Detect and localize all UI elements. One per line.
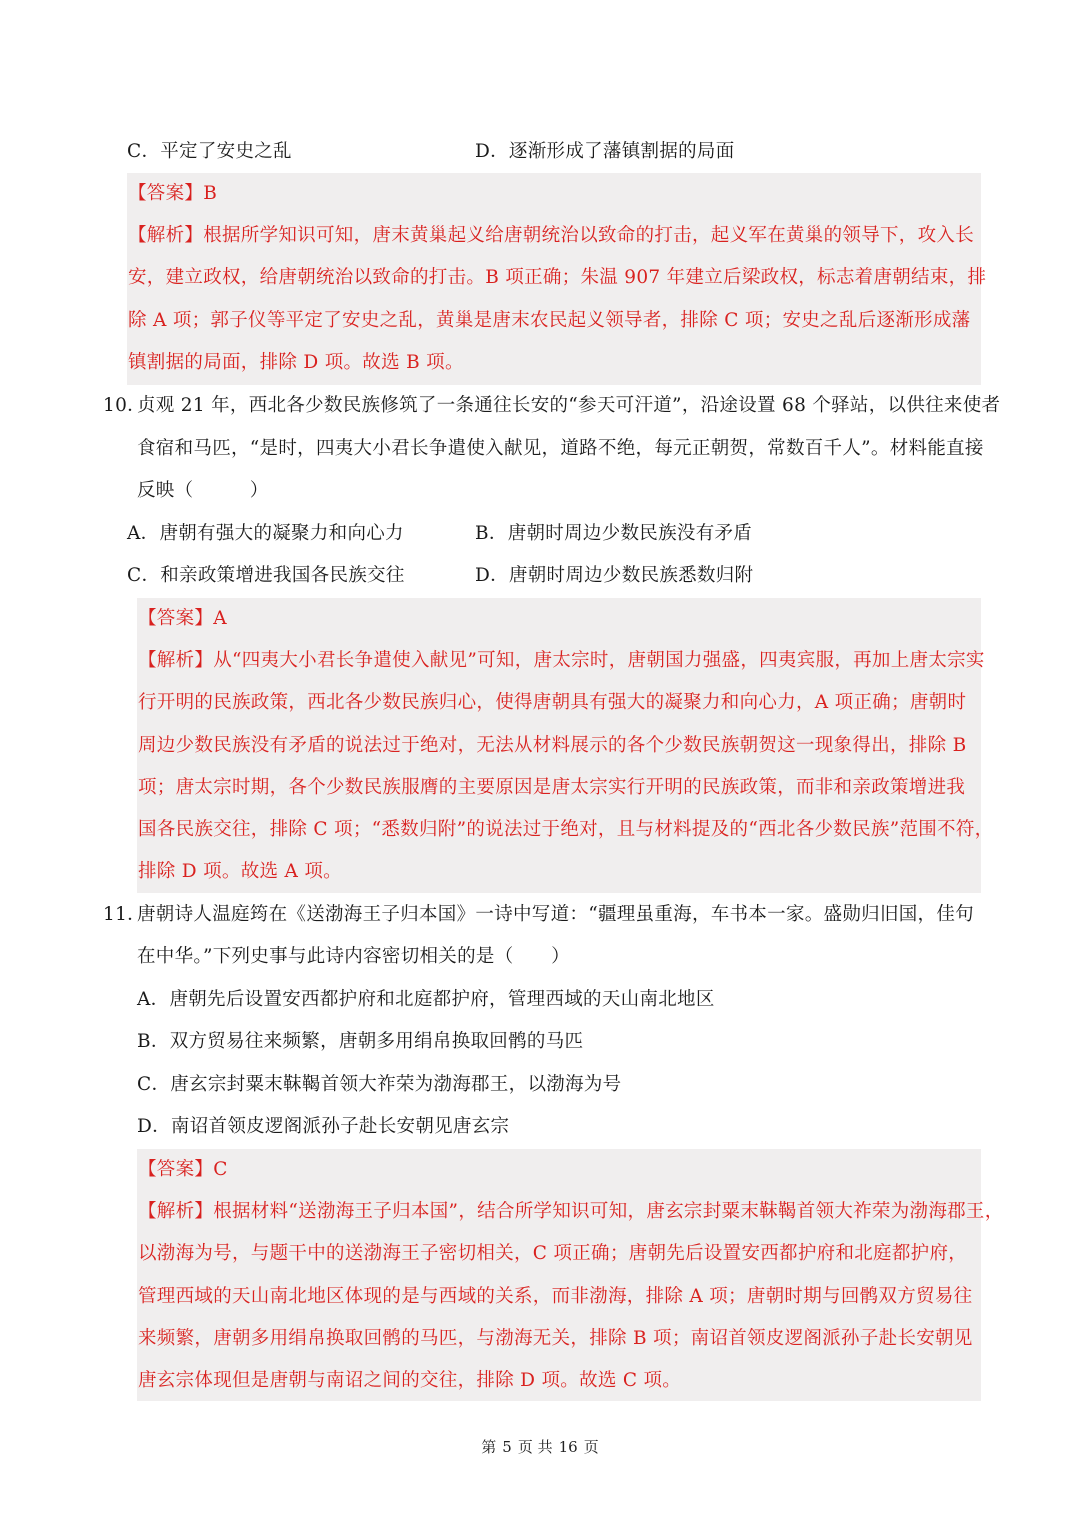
q9-analysis-line: 镇割据的局面，排除 D 项。故选 B 项。 bbox=[128, 352, 464, 373]
q10-option-a: A．唐朝有强大的凝聚力和向心力 bbox=[127, 523, 404, 544]
q11-option-d: D．南诏首领皮逻阁派孙子赴长安朝见唐玄宗 bbox=[137, 1116, 510, 1137]
footer-total-pages: 16 bbox=[558, 1438, 578, 1456]
footer-middle: 页 共 bbox=[517, 1438, 553, 1456]
q11-option-b: B．双方贸易往来频繁，唐朝多用绢帛换取回鹘的马匹 bbox=[137, 1031, 584, 1052]
q10-option-d: D．唐朝时周边少数民族悉数归附 bbox=[475, 565, 754, 586]
q9-analysis-line: 除 A 项；郭子仪等平定了安史之乱，黄巢是唐末农民起义领导者，排除 C 项；安史之乱后逐渐形成藩 bbox=[128, 310, 971, 331]
q10-analysis-line: 项；唐太宗时期，各个少数民族服膺的主要原因是唐太宗实行开明的民族政策，而非和亲政策增进我 bbox=[138, 777, 966, 798]
q9-option-d: D．逐渐形成了藩镇割据的局面 bbox=[475, 141, 735, 162]
q11-number: 11． bbox=[103, 904, 146, 925]
analysis-tag: 【解析】 bbox=[138, 1201, 214, 1222]
q11-analysis-line: 来频繁，唐朝多用绢帛换取回鹘的马匹，与渤海无关，排除 B 项；南诏首领皮逻阁派孙子赴长安朝见 bbox=[138, 1328, 973, 1349]
q11-option-c: C．唐玄宗封粟末靺鞨首领大祚荣为渤海郡王，以渤海为号 bbox=[137, 1074, 622, 1095]
q9-option-c: C．平定了安史之乱 bbox=[127, 141, 292, 162]
answer-value: A bbox=[213, 608, 227, 629]
q11-analysis-line: 以渤海为号，与题干中的送渤海王子密切相关，C 项正确；唐朝先后设置安西都护府和北庭都护府， bbox=[138, 1243, 968, 1264]
q10-option-b: B．唐朝时周边少数民族没有矛盾 bbox=[475, 523, 753, 544]
q10-analysis-line: 周边少数民族没有矛盾的说法过于绝对，无法从材料展示的各个少数民族朝贺这一现象得出，排除 B bbox=[138, 735, 967, 756]
answer-value: B bbox=[203, 183, 218, 204]
q11-answer bbox=[138, 1149, 228, 1191]
q11-option-a: A．唐朝先后设置安西都护府和北庭都护府，管理西域的天山南北地区 bbox=[137, 989, 715, 1010]
page-footer bbox=[0, 1436, 1080, 1457]
q11-analysis-line: 管理西域的天山南北地区体现的是与西域的关系，而非渤海，排除 A 项；唐朝时期与回鹘双方贸易往 bbox=[138, 1286, 973, 1307]
q10-stem-line: 反映（ ） bbox=[137, 480, 269, 501]
q10-stem-line: 贞观 21 年，西北各少数民族修筑了一条通往长安的“参天可汗道”，沿途设置 68 个驿站，以供往来使者 bbox=[137, 395, 1001, 416]
q10-analysis-line: 行开明的民族政策，西北各少数民族归心，使得唐朝具有强大的凝聚力和向心力，A 项正确；唐朝时 bbox=[138, 692, 967, 713]
q11-analysis-line: 唐玄宗体现但是唐朝与南诏之间的交往，排除 D 项。故选 C 项。 bbox=[138, 1370, 682, 1391]
q11-stem-line: 在中华。”下列史事与此诗内容密切相关的是（ ） bbox=[137, 946, 570, 967]
answer-tag: 【答案】 bbox=[128, 183, 204, 204]
q11-stem-line: 唐朝诗人温庭筠在《送渤海王子归本国》一诗中写道：“疆理虽重海，车书本一家。盛勋归旧国，佳句 bbox=[137, 904, 974, 925]
answer-tag: 【答案】 bbox=[138, 1159, 214, 1180]
q9-analysis-line: 【解析】根据所学知识可知，唐末黄巢起义给唐朝统治以致命的打击，起义军在黄巢的领导下，攻入长 bbox=[128, 225, 975, 246]
q10-stem-line: 食宿和马匹，“是时，四夷大小君长争遣使入献见，道路不绝，每元正朝贺，常数百千人”。材料能直接 bbox=[137, 438, 984, 459]
q10-analysis-line: 【解析】从“四夷大小君长争遣使入献见”可知，唐太宗时，唐朝国力强盛，四夷宾服，再加上唐太宗实 bbox=[138, 650, 985, 671]
answer-value: C bbox=[213, 1159, 228, 1180]
q10-analysis-line: 排除 D 项。故选 A 项。 bbox=[138, 861, 342, 882]
q10-analysis-line: 国各民族交往，排除 C 项；“悉数归附”的说法过于绝对，且与材料提及的“西北各少数民族”范围不符， bbox=[138, 819, 994, 840]
q10-number: 10． bbox=[103, 395, 146, 416]
q10-option-c: C．和亲政策增进我国各民族交往 bbox=[127, 565, 405, 586]
q10-answer bbox=[138, 598, 227, 640]
footer-prefix: 第 bbox=[481, 1438, 497, 1456]
analysis-tag: 【解析】 bbox=[128, 225, 204, 246]
footer-suffix: 页 bbox=[583, 1438, 599, 1456]
q11-analysis-line: 【解析】根据材料“送渤海王子归本国”，结合所学知识可知，唐玄宗封粟末靺鞨首领大祚荣为渤海郡王， bbox=[138, 1201, 1004, 1222]
q9-analysis-line: 安，建立政权，给唐朝统治以致命的打击。B 项正确；朱温 907 年建立后梁政权，标志着唐朝结束，排 bbox=[128, 267, 987, 288]
footer-page-number: 5 bbox=[502, 1438, 512, 1456]
answer-tag: 【答案】 bbox=[138, 608, 214, 629]
q9-answer bbox=[128, 173, 217, 215]
analysis-tag: 【解析】 bbox=[138, 650, 214, 671]
